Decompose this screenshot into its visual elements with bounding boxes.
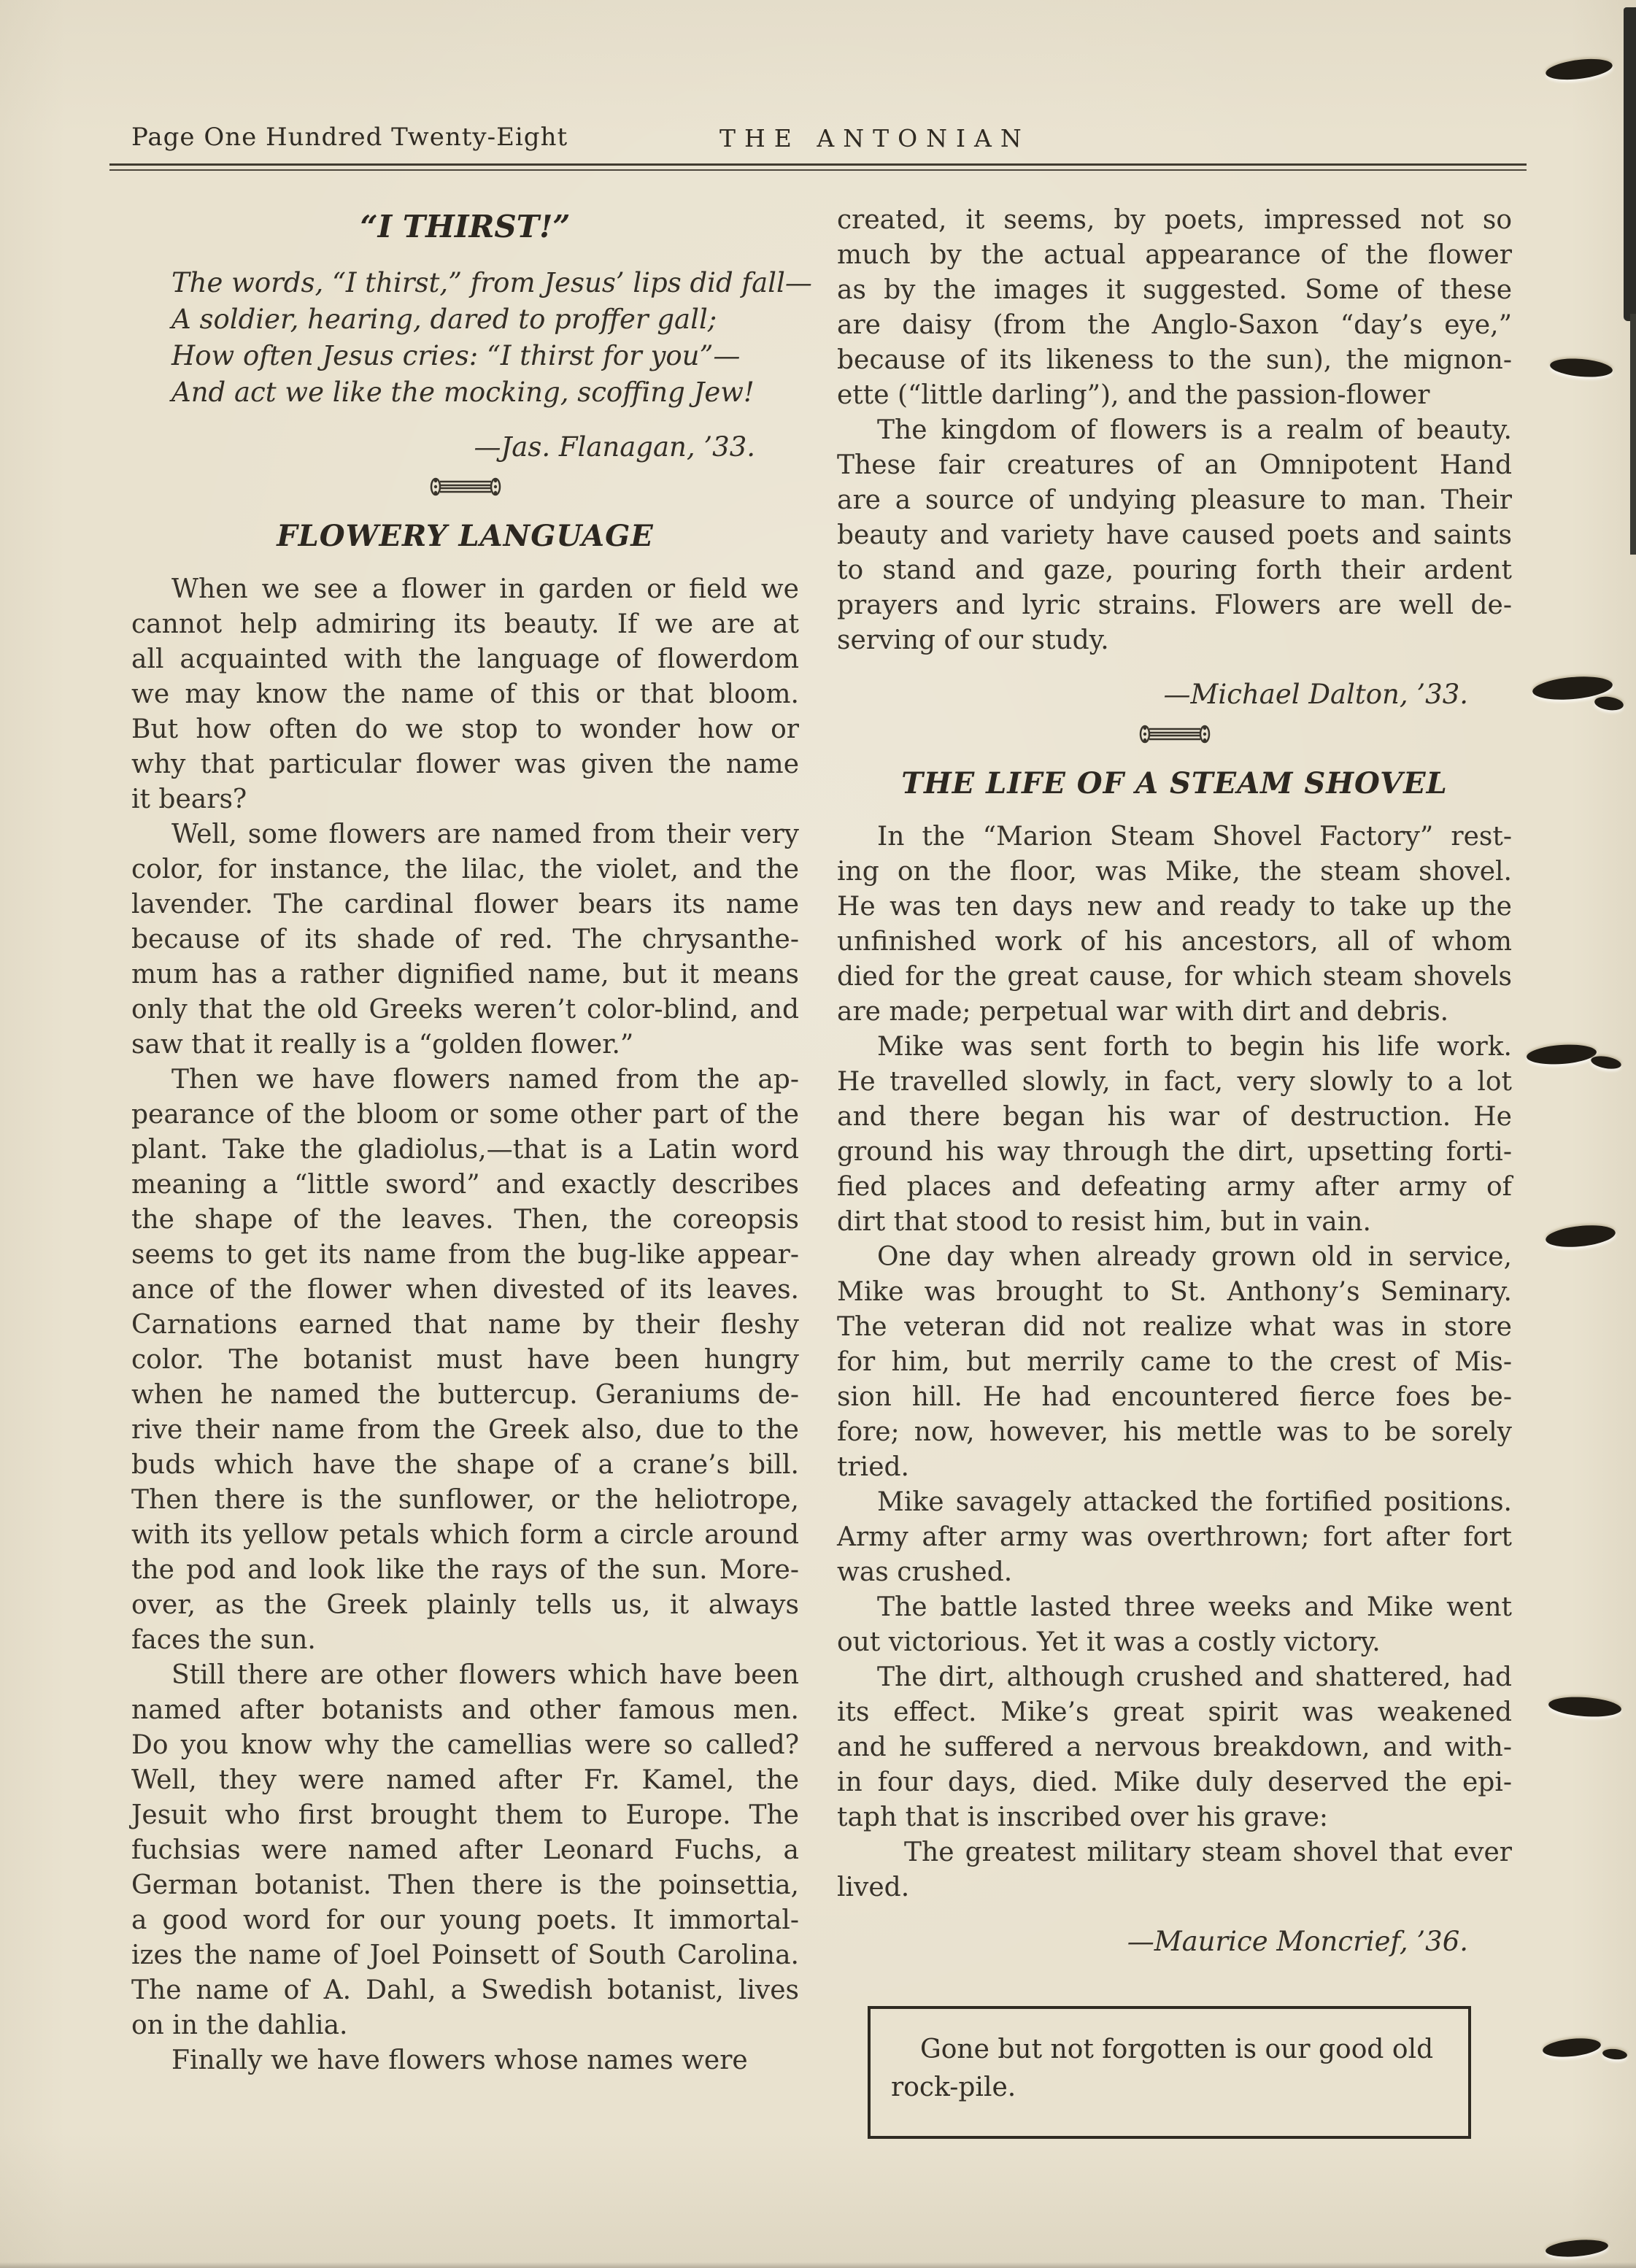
text-line: He travelled slowly, in fact, very slowly to a lot bbox=[837, 1067, 1512, 1097]
text-line: The name of A. Dahl, a Swedish botanist, lives bbox=[131, 1975, 799, 2005]
text-line: The dirt, although crushed and shattered, had bbox=[877, 1662, 1512, 1692]
text-line: How often Jesus cries: “I thirst for you”— bbox=[171, 340, 741, 371]
text-line: a good word for our young poets. It immortal- bbox=[131, 1905, 799, 1935]
paragraph bbox=[131, 1062, 799, 1658]
text-line: prayers and lyric strains. Flowers are well de- bbox=[837, 590, 1512, 620]
paragraph bbox=[131, 1658, 799, 2043]
text-line: buds which have the shape of a crane’s bill. bbox=[131, 1450, 799, 1480]
text-line: Mike savagely attacked the fortified positions. bbox=[877, 1487, 1512, 1517]
text-line: Still there are other flowers which have been bbox=[171, 1660, 799, 1690]
text-line: But how often do we stop to wonder how or bbox=[131, 714, 799, 744]
text-line: fied places and defeating army after army of bbox=[837, 1172, 1512, 1202]
text-line: because of its shade of red. The chrysanthe- bbox=[131, 925, 799, 954]
scroll-ornament-icon bbox=[837, 724, 1512, 744]
punch-hole-mark bbox=[1545, 2237, 1609, 2259]
text-line: rive their name from the Greek also, due to the bbox=[131, 1415, 799, 1445]
punch-hole-mark bbox=[1602, 2048, 1627, 2060]
punch-hole-mark bbox=[1548, 1695, 1622, 1719]
scroll-ornament-icon bbox=[131, 477, 799, 497]
text-line: when he named the buttercup. Geraniums de- bbox=[131, 1380, 799, 1410]
text-line: These fair creatures of an Omnipotent Hand bbox=[837, 450, 1512, 480]
text-line: we may know the name of this or that bloom. bbox=[131, 679, 799, 709]
text-line: Well, some flowers are named from their very bbox=[171, 819, 799, 849]
header-rule bbox=[109, 163, 1527, 171]
text-line: out victorious. Yet it was a costly victory. bbox=[837, 1627, 1381, 1657]
article-title-flowery-language: FLOWERY LANGUAGE bbox=[277, 519, 654, 553]
text-line: Do you know why the camellias were so called? bbox=[131, 1730, 799, 1760]
paragraph bbox=[837, 1240, 1512, 1485]
two-column-body bbox=[131, 203, 1512, 2139]
text-line: The greatest military steam shovel that ever bbox=[904, 1837, 1512, 1867]
text-line: meaning a “little sword” and exactly describes bbox=[131, 1170, 799, 1200]
text-line: faces the sun. bbox=[131, 1625, 316, 1655]
paragraph bbox=[837, 1660, 1512, 1835]
text-line: Gone but not forgotten is our good old bbox=[920, 2034, 1434, 2064]
text-line: ing on the floor, was Mike, the steam shovel. bbox=[837, 857, 1512, 887]
text-line: Jesuit who first brought them to Europe. The bbox=[131, 1800, 799, 1830]
text-line: in four days, died. Mike duly deserved the epi- bbox=[837, 1767, 1512, 1797]
text-line: The words, “I thirst,” from Jesus’ lips did fall— bbox=[171, 267, 812, 298]
boxed-note bbox=[868, 2006, 1471, 2139]
article-title-steam-shovel: THE LIFE OF A STEAM SHOVEL bbox=[901, 766, 1448, 801]
punch-hole-mark bbox=[1549, 356, 1613, 379]
text-line: The kingdom of flowers is a realm of beauty. bbox=[877, 415, 1512, 445]
text-line: lived. bbox=[837, 1872, 910, 1902]
text-line: When we see a flower in garden or field we bbox=[171, 574, 799, 604]
punch-hole-mark bbox=[1545, 1222, 1616, 1250]
poem-byline: —Jas. Flanagan, ’33. bbox=[474, 431, 755, 463]
text-line: ground his way through the dirt, upsetting forti- bbox=[837, 1137, 1512, 1167]
text-line: Then there is the sunflower, or the heliotrope, bbox=[131, 1485, 799, 1515]
text-line: Well, they were named after Fr. Kamel, the bbox=[131, 1765, 799, 1795]
text-line: German botanist. Then there is the poinsettia, bbox=[131, 1870, 799, 1900]
text-line: for him, but merrily came to the crest of Mis- bbox=[837, 1347, 1512, 1377]
punch-hole-mark bbox=[1526, 1043, 1597, 1067]
paragraph bbox=[837, 203, 1512, 413]
paragraph bbox=[837, 1590, 1512, 1660]
text-line: beauty and variety have caused poets and saints bbox=[837, 520, 1512, 550]
text-line: ance of the flower when divested of its leaves. bbox=[131, 1275, 799, 1305]
text-line: color. The botanist must have been hungry bbox=[131, 1345, 799, 1375]
text-line: color, for instance, the lilac, the violet, and the bbox=[131, 855, 799, 884]
punch-hole-mark bbox=[1542, 2036, 1602, 2059]
text-line: pearance of the bloom or some other part of the bbox=[131, 1100, 799, 1130]
text-line: unfinished work of his ancestors, all of whom bbox=[837, 927, 1512, 957]
paragraph bbox=[837, 413, 1512, 658]
text-line: He was ten days new and ready to take up the bbox=[837, 892, 1512, 922]
text-line: the pod and look like the rays of the sun. More- bbox=[131, 1555, 799, 1585]
scan-bottom-shadow bbox=[0, 2262, 1636, 2268]
text-line: cannot help admiring its beauty. If we are at bbox=[131, 609, 799, 639]
scan-edge-shadow bbox=[1624, 7, 1636, 321]
text-line: Army after army was overthrown; fort after fort bbox=[837, 1522, 1512, 1552]
article-byline-moncrief: —Maurice Moncrief, ’36. bbox=[1127, 1926, 1468, 1957]
text-line: taph that is inscribed over his grave: bbox=[837, 1802, 1329, 1832]
paragraph bbox=[837, 819, 1512, 1030]
text-line: as by the images it suggested. Some of these bbox=[837, 275, 1512, 305]
poem-body bbox=[131, 265, 812, 411]
text-line: much by the actual appearance of the flower bbox=[837, 240, 1512, 270]
article-byline-dalton: —Michael Dalton, ’33. bbox=[1163, 679, 1468, 710]
text-line: Finally we have flowers whose names were bbox=[171, 2045, 748, 2075]
text-line: saw that it really is a “golden flower.” bbox=[131, 1030, 634, 1060]
text-line: over, as the Greek plainly tells us, it always bbox=[131, 1590, 799, 1620]
punch-hole-mark bbox=[1590, 1054, 1622, 1071]
text-line: dirt that stood to resist him, but in vain. bbox=[837, 1207, 1371, 1237]
left-column bbox=[131, 203, 812, 2139]
paragraph bbox=[131, 817, 799, 1062]
text-line: The veteran did not realize what was in store bbox=[837, 1312, 1512, 1342]
paragraph bbox=[837, 1835, 1512, 1905]
text-line: to stand and gaze, pouring forth their ardent bbox=[837, 555, 1512, 585]
text-line: it bears? bbox=[131, 784, 247, 814]
text-line: Mike was sent forth to begin his life work. bbox=[877, 1032, 1512, 1062]
text-line: lavender. The cardinal flower bears its name bbox=[131, 890, 799, 919]
article-flowery-language-continued bbox=[837, 203, 1512, 658]
text-line: izes the name of Joel Poinsett of South Carolina. bbox=[131, 1940, 799, 1970]
text-line: ette (“little darling”), and the passion-flower bbox=[837, 380, 1430, 410]
text-line: the shape of the leaves. Then, the coreopsis bbox=[131, 1205, 799, 1235]
text-line: plant. Take the gladiolus,—that is a Latin word bbox=[131, 1135, 799, 1165]
text-line: are made; perpetual war with dirt and debris. bbox=[837, 997, 1449, 1027]
journal-title: THE ANTONIAN bbox=[719, 124, 1030, 153]
text-line: serving of our study. bbox=[837, 625, 1109, 655]
text-line: on in the dahlia. bbox=[131, 2010, 348, 2040]
text-line: Then we have flowers named from the ap- bbox=[171, 1065, 799, 1095]
text-line: with its yellow petals which form a circle around bbox=[131, 1520, 799, 1550]
scan-edge-shadow bbox=[1630, 314, 1636, 555]
text-line: The battle lasted three weeks and Mike went bbox=[877, 1592, 1512, 1622]
text-line: A soldier, hearing, dared to proffer gall; bbox=[171, 304, 717, 335]
paragraph bbox=[131, 572, 799, 817]
text-line: only that the old Greeks weren’t color-blind, and bbox=[131, 995, 799, 1025]
text-line: all acquainted with the language of flowerdom bbox=[131, 644, 799, 674]
text-line: mum has a rather dignified name, but it means bbox=[131, 960, 799, 990]
text-line: seems to get its name from the bug-like appear- bbox=[131, 1240, 799, 1270]
text-line: One day when already grown old in service, bbox=[877, 1242, 1512, 1272]
article-steam-shovel-body bbox=[837, 819, 1512, 1905]
text-line: rock-pile. bbox=[891, 2072, 1016, 2102]
text-line: Mike was brought to St. Anthony’s Seminary. bbox=[837, 1277, 1512, 1307]
text-line: its effect. Mike’s great spirit was weakened bbox=[837, 1697, 1512, 1727]
poem-title: “I THIRST!” bbox=[360, 209, 571, 244]
text-line: fuchsias were named after Leonard Fuchs, a bbox=[131, 1835, 799, 1865]
text-line: And act we like the mocking, scoffing Jew! bbox=[171, 377, 755, 408]
text-line: created, it seems, by poets, impressed not so bbox=[837, 205, 1512, 235]
page-number: Page One Hundred Twenty-Eight bbox=[131, 123, 568, 152]
text-line: fore; now, however, his mettle was to be sorely bbox=[837, 1417, 1512, 1447]
paragraph bbox=[837, 1485, 1512, 1590]
right-column bbox=[837, 203, 1512, 2139]
article-flowery-language-body bbox=[131, 572, 799, 2078]
paragraph bbox=[131, 2043, 799, 2078]
text-line: are a source of undying pleasure to man. Their bbox=[837, 485, 1512, 515]
text-line: Carnations earned that name by their fleshy bbox=[131, 1310, 799, 1340]
text-line: why that particular flower was given the name bbox=[131, 749, 799, 779]
text-line: and there began his war of destruction. He bbox=[837, 1102, 1512, 1132]
text-line: In the “Marion Steam Shovel Factory” rest- bbox=[877, 822, 1512, 852]
paragraph bbox=[837, 1030, 1512, 1240]
text-line: sion hill. He had encountered fierce foes be- bbox=[837, 1382, 1512, 1412]
text-line: was crushed. bbox=[837, 1557, 1013, 1587]
punch-hole-mark bbox=[1545, 55, 1613, 82]
text-line: are daisy (from the Anglo-Saxon “day’s eye,” bbox=[837, 310, 1512, 340]
text-line: named after botanists and other famous men. bbox=[131, 1695, 799, 1725]
text-line: because of its likeness to the sun), the mignon- bbox=[837, 345, 1512, 375]
text-line: tried. bbox=[837, 1452, 909, 1482]
text-line: died for the great cause, for which steam shovels bbox=[837, 962, 1512, 992]
text-line: and he suffered a nervous breakdown, and with- bbox=[837, 1732, 1512, 1762]
punch-hole-mark bbox=[1594, 695, 1624, 711]
